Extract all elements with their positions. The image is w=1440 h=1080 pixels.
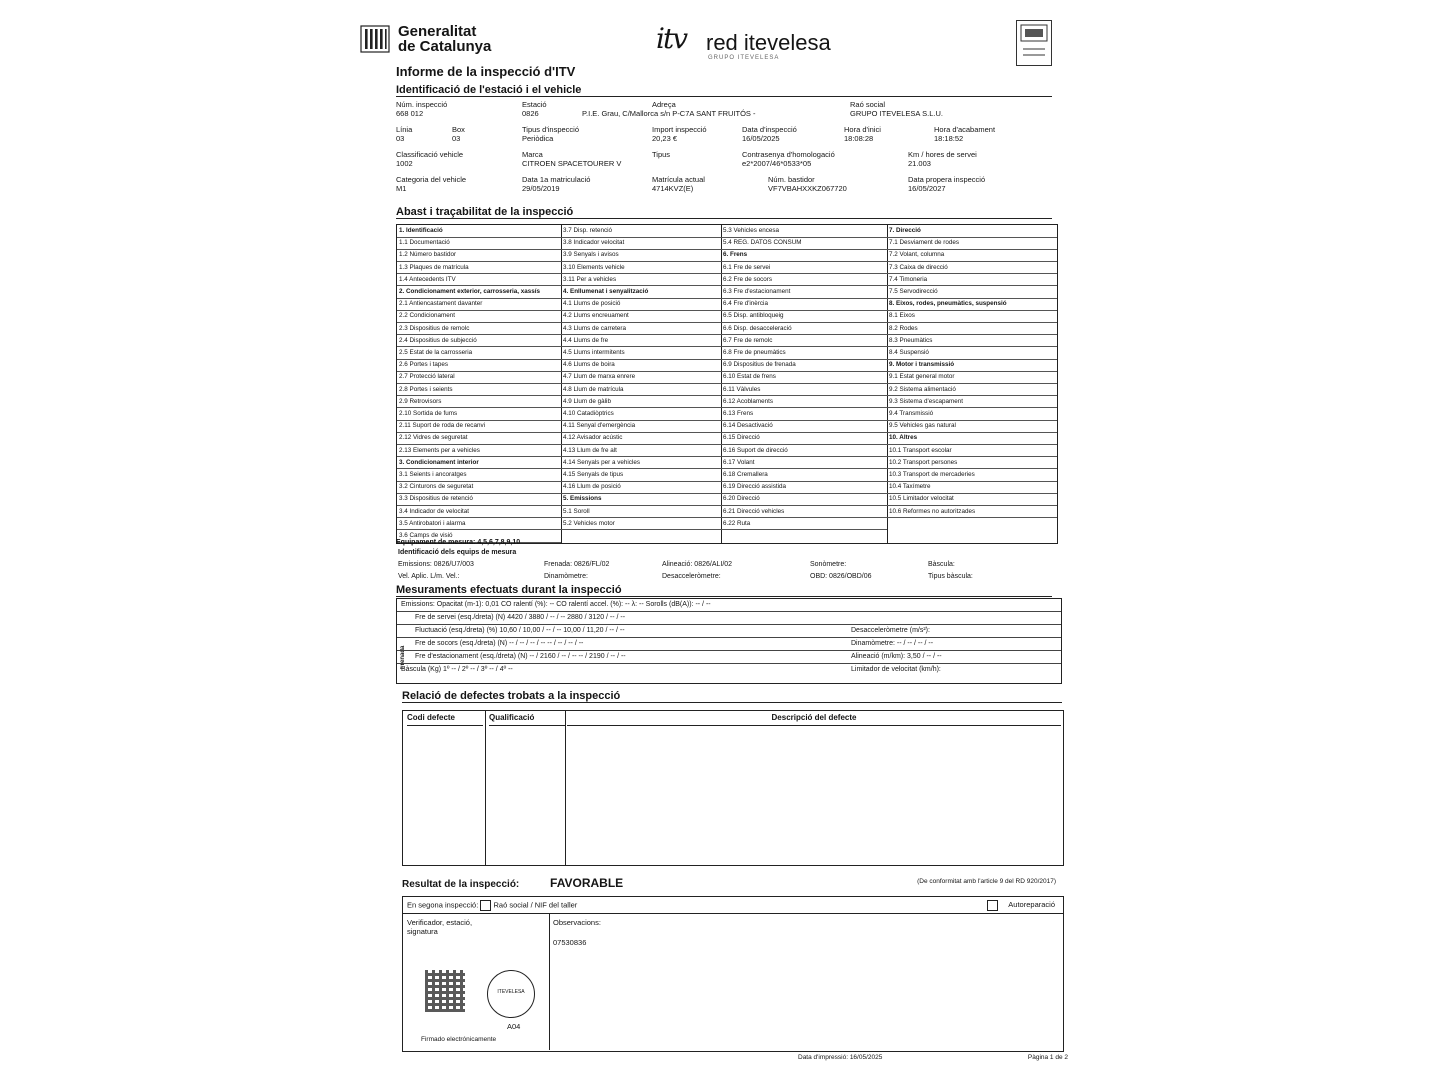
scope-item: 6.17 Volant: [721, 457, 887, 470]
scope-item: 4.12 Avisador acústic: [561, 432, 721, 445]
scope-item: 1.3 Plaques de matrícula: [397, 262, 561, 275]
scope-item: 3.10 Elements vehicle: [561, 262, 721, 275]
scope-item: 2.8 Portes i seients: [397, 384, 561, 397]
equip-tipus-bascula: Tipus bàscula:: [928, 573, 973, 580]
report-title: Informe de la inspecció d'ITV: [396, 64, 576, 79]
scope-item: 9. Motor i transmissió: [887, 359, 1057, 372]
scope-item: 7. Direcció: [887, 225, 1057, 238]
rao-social-label: Raó social / NIF del taller: [493, 900, 578, 910]
scope-item: 6.3 Fre d'estacionament: [721, 286, 887, 299]
scope-item: 10.1 Transport escolar: [887, 445, 1057, 458]
inspection-report: [358, 14, 1066, 1068]
field-classificacio: Classificació vehicle 1002: [396, 150, 464, 168]
scope-item: 6.4 Fre d'inèrcia: [721, 298, 887, 311]
scope-item: 8.2 Rodes: [887, 323, 1057, 336]
meas-fre-servei: Fre de servei (esq./dreta) (N) 4420 / 3880 / -- / -- 2880 / 3120 / -- / --: [397, 612, 1061, 625]
rao-social-checkbox[interactable]: [480, 900, 491, 911]
scope-item: 6.12 Acoblaments: [721, 396, 887, 409]
scope-item: 9.2 Sistema alimentació: [887, 384, 1057, 397]
equip-sonometre: Sonòmetre:: [810, 561, 847, 568]
section-abast: Abast i traçabilitat de la inspecció: [396, 206, 1052, 219]
equip-frenada: Frenada: 0826/FL/02: [544, 561, 610, 568]
equip-emissions: Emissions: 0826/U7/003: [398, 561, 474, 568]
scope-item: 9.1 Estat general motor: [887, 371, 1057, 384]
scope-item: 6.2 Fre de socors: [721, 274, 887, 287]
defects-col-codi: [403, 711, 486, 865]
meas-fre-socors: Fre de socors (esq./dreta) (N) -- / -- / -- / -- -- / -- / -- / -- Dinamòmetre: -- / -- / -- / --: [397, 638, 1061, 651]
autoreparacio-checkbox[interactable]: [987, 900, 998, 911]
scope-item: 1.1 Documentació: [397, 237, 561, 250]
scope-item: 4.16 Llum de posició: [561, 481, 721, 494]
scope-item: 6.11 Vàlvules: [721, 384, 887, 397]
scope-item: 6.10 Estat de frens: [721, 371, 887, 384]
field-rao-social: Raó social GRUPO ITEVELESA S.L.U.: [850, 100, 943, 118]
field-matricula: Matrícula actual 4714KVZ(E): [652, 175, 705, 193]
qr-code-icon: [425, 970, 465, 1012]
itv-mark: itv: [656, 22, 687, 55]
defects-header-codi: Codi defecte: [407, 711, 483, 726]
frenada-label: Frenada: [400, 645, 406, 669]
segona-inspeccio-label: En segona inspecció:: [407, 900, 479, 910]
defects-table: [402, 710, 1064, 866]
field-linia: Línia 03: [396, 125, 413, 143]
itevelesa-stamp-icon: ITEVELESA: [487, 970, 535, 1018]
field-km: Km / hores de servei 21.003: [908, 150, 977, 168]
autoreparacio-label: Autoreparació: [1008, 900, 1055, 910]
scope-item: 4.2 Llums encreuament: [561, 310, 721, 323]
scope-item: 6.5 Disp. antibloqueig: [721, 310, 887, 323]
scope-item: 6.1 Fre de servei: [721, 262, 887, 275]
scope-item: 8.1 Eixos: [887, 310, 1057, 323]
scope-item: 6. Frens: [721, 249, 887, 262]
observacions-cell: [549, 913, 1063, 1050]
scope-item: 10.4 Taxímetre: [887, 481, 1057, 494]
print-date: Data d'impressió: 16/05/2025: [798, 1054, 883, 1061]
meas-emissions: Emissions: Opacitat (m-1): 0,01 CO ralentí (%): -- CO ralentí accel. (%): -- λ: -- Sorolls (dB(A)): -- / --: [397, 599, 1061, 612]
inspection-result: [402, 876, 1062, 890]
scope-item: 9.5 Vehicles gas natural: [887, 420, 1057, 433]
section-station-vehicle: Identificació de l'estació i el vehicle: [396, 84, 1052, 97]
field-marca: Marca CITROEN SPACETOURER V: [522, 150, 622, 168]
scope-item: 3.8 Indicador velocitat: [561, 237, 721, 250]
scope-item: 6.20 Direcció: [721, 493, 887, 506]
scope-item: 4.5 Llums intermitents: [561, 347, 721, 360]
field-hora-inici: Hora d'inici 18:08:28: [844, 125, 881, 143]
scope-item: 3.6 Camps de visió: [397, 530, 561, 543]
field-categoria: Categoria del vehicle M1: [396, 175, 467, 193]
field-bastidor: Núm. bastidor VF7VBAHXXKZ067720: [768, 175, 847, 193]
equip-alineacio: Alineació: 0826/ALI/02: [662, 561, 733, 568]
scope-item: 3.9 Senyals i avisos: [561, 249, 721, 262]
scope-item: 3.4 Indicador de velocitat: [397, 506, 561, 519]
scope-item: 3.7 Disp. retenció: [561, 225, 721, 238]
page-footer: [798, 1054, 1068, 1061]
defects-col-qualificacio: [485, 711, 566, 865]
field-adreca: Adreça P.I.E. Grau, C/Mallorca s/n P-C7A SANT FRUITÓS -: [582, 100, 756, 118]
segona-inspeccio-row: [407, 900, 577, 911]
scope-item: 3.2 Cinturons de seguretat: [397, 481, 561, 494]
red-itevelesa-name: red itevelesa: [706, 30, 831, 55]
equip-title: Identificació dels equips de mesura: [398, 549, 517, 556]
scope-item: 4.13 Llum de fre alt: [561, 445, 721, 458]
scope-item: 8. Eixos, rodes, pneumàtics, suspensió: [887, 298, 1057, 311]
scope-item: 10.6 Reformes no autoritzades: [887, 506, 1057, 519]
scope-item: 3.11 Per a vehicles: [561, 274, 721, 287]
inspection-scope-grid: [396, 224, 1058, 544]
field-contrasenya: Contrasenya d'homologació e2*2007/46*0533*05: [742, 150, 835, 168]
red-itevelesa-tagline: GRUPO ITEVELESA: [708, 55, 780, 61]
field-tipus-inspeccio: Tipus d'inspecció Periòdica: [522, 125, 580, 143]
scope-item: 5.3 Vehicles encesa: [721, 225, 887, 238]
signature-box: [402, 896, 1064, 1052]
scope-column-2: [561, 225, 722, 543]
scope-item: 2.12 Vidres de seguretat: [397, 432, 561, 445]
verificador-cell: [403, 913, 550, 1050]
measurements-table: [396, 598, 1062, 684]
scope-item: 4.9 Llum de gàlib: [561, 396, 721, 409]
field-num-inspeccio: Núm. inspecció 668 012: [396, 100, 448, 118]
scope-item: 1.4 Antecedents ITV: [397, 274, 561, 287]
scope-item: 8.3 Pneumàtics: [887, 335, 1057, 348]
itv-badge-icon: [1016, 20, 1052, 66]
section-mesuraments: Mesuraments efectuats durant la inspecció: [396, 584, 1052, 597]
scope-item: 6.22 Ruta: [721, 518, 887, 531]
scope-item: 6.19 Direcció assistida: [721, 481, 887, 494]
scope-item: 3.5 Antirobatori i alarma: [397, 518, 561, 531]
scope-item: 2.13 Elements per a vehicles: [397, 445, 561, 458]
scope-item: 7.5 Servodirecció: [887, 286, 1057, 299]
scope-item: 4.14 Senyals per a vehicles: [561, 457, 721, 470]
scope-item: 8.4 Suspensió: [887, 347, 1057, 360]
scope-item: 3.3 Dispositius de retenció: [397, 493, 561, 506]
section-defectes: Relació de defectes trobats a la inspecció: [402, 690, 1062, 703]
scope-item: 2.3 Dispositius de remolc: [397, 323, 561, 336]
result-value: FAVORABLE: [550, 876, 624, 890]
result-label: Resultat de la inspecció:: [402, 879, 520, 890]
scope-item: 10.3 Transport de mercaderies: [887, 469, 1057, 482]
scope-item: 6.13 Frens: [721, 408, 887, 421]
firmado-label: Firmado electrónicamente: [421, 1036, 497, 1043]
equip-desacc: Desacceleròmetre:: [662, 573, 721, 580]
field-hora-acabament: Hora d'acabament 18:18:52: [934, 125, 996, 143]
field-propera-inspeccio: Data propera inspecció 16/05/2027: [908, 175, 986, 193]
scope-item: 6.6 Disp. desacceleració: [721, 323, 887, 336]
scope-item: 5.4 REG. DATOS CONSUM: [721, 237, 887, 250]
observacions-value: 07530836: [553, 938, 587, 947]
scope-item: 1.2 Número bastidor: [397, 249, 561, 262]
field-tipus: Tipus: [652, 150, 671, 159]
scope-item: 6.8 Fre de pneumàtics: [721, 347, 887, 360]
scope-item: 4.4 Llums de fre: [561, 335, 721, 348]
scope-item: 2. Condicionament exterior, carrosseria, xassís: [397, 286, 561, 299]
page-number: Pàgina 1 de 2: [1027, 1054, 1068, 1061]
scope-item: 7.3 Caixa de direcció: [887, 262, 1057, 275]
verificacio-label: Equipament de mesura: 4,5,6,7,8,9,10: [396, 539, 521, 546]
scope-item: 7.2 Volant, columna: [887, 249, 1057, 262]
field-data-inspeccio: Data d'inspecció 16/05/2025: [742, 125, 797, 143]
scope-column-3: [721, 225, 888, 543]
defects-header-qualificacio: Qualificació: [489, 711, 565, 726]
scope-item: 6.18 Cremallera: [721, 469, 887, 482]
scope-item: 4. Enllumenat i senyalització: [561, 286, 721, 299]
observacions-label: Observacions:: [553, 918, 601, 927]
scope-item: 4.7 Llum de marxa enrere: [561, 371, 721, 384]
scope-item: 2.7 Protecció lateral: [397, 371, 561, 384]
verificador-code: A04: [507, 1022, 521, 1031]
field-data-1a-matriculacio: Data 1a matriculació 29/05/2019: [522, 175, 591, 193]
scope-item: 2.10 Sortida de fums: [397, 408, 561, 421]
equip-velocitat: Vel. Aplic. L/m. Vel.:: [398, 573, 460, 580]
result-note: (De conformitat amb l'article 9 del RD 920/2017): [917, 878, 1056, 885]
scope-item: 3.1 Seients i ancoratges: [397, 469, 561, 482]
scope-item: 2.11 Suport de roda de recanvi: [397, 420, 561, 433]
scope-item: 6.15 Direcció: [721, 432, 887, 445]
scope-item: 4.10 Catadiòptrics: [561, 408, 721, 421]
field-import: Import inspecció 20,23 €: [652, 125, 707, 143]
scope-item: 2.6 Portes i tapes: [397, 359, 561, 372]
scope-item: 1. Identificació: [397, 225, 561, 238]
equip-obd: OBD: 0826/OBD/06: [810, 573, 872, 580]
scope-item: 4.11 Senyal d'emergència: [561, 420, 721, 433]
scope-item: 6.7 Fre de remolc: [721, 335, 887, 348]
generalitat-logo-icon: [360, 24, 390, 54]
scope-item: 4.3 Llums de carretera: [561, 323, 721, 336]
scope-item: 10.2 Transport persones: [887, 457, 1057, 470]
meas-bascula: Bàscula (Kg) 1º -- / 2º -- / 3º -- / 4º -- Limitador de velocitat (km/h):: [401, 666, 941, 673]
scope-item: 10.5 Limitador velocitat: [887, 493, 1057, 506]
verificador-label: Verificador, estació, signatura: [407, 918, 473, 936]
scope-item: 4.1 Llums de posició: [561, 298, 721, 311]
scope-item: 7.1 Desviament de rodes: [887, 237, 1057, 250]
scope-item: 2.1 Antiencastament davanter: [397, 298, 561, 311]
scope-item: 9.3 Sistema d'escapament: [887, 396, 1057, 409]
scope-column-1: [397, 225, 562, 543]
scope-item: 5. Emissions: [561, 493, 721, 506]
scope-item: 2.2 Condicionament: [397, 310, 561, 323]
meas-fluctuacio: Fluctuació (esq./dreta) (%) 10,60 / 10,00 / -- / -- 10,00 / 11,20 / -- / -- Desacceleròmetre (m/s²):: [397, 625, 1061, 638]
scope-item: 3. Condicionament interior: [397, 457, 561, 470]
scope-item: 10. Altres: [887, 432, 1057, 445]
scope-item: 2.9 Retrovisors: [397, 396, 561, 409]
scope-item: 6.14 Desactivació: [721, 420, 887, 433]
scope-item: 4.15 Senyals de tipus: [561, 469, 721, 482]
scope-item: 5.2 Vehicles motor: [561, 518, 721, 531]
scope-item: 2.4 Dispositius de subjecció: [397, 335, 561, 348]
scope-item: 6.16 Suport de direcció: [721, 445, 887, 458]
equip-dinamometre: Dinamòmetre:: [544, 573, 588, 580]
scope-item: 4.6 Llums de boira: [561, 359, 721, 372]
scope-item: 7.4 Timoneria: [887, 274, 1057, 287]
red-itevelesa-logo: [628, 22, 858, 62]
scope-item: 4.8 Llum de matrícula: [561, 384, 721, 397]
field-box: Box 03: [452, 125, 465, 143]
defects-header-descripcio: Descripció del defecte: [567, 711, 1061, 726]
scope-item: 2.5 Estat de la carrosseria: [397, 347, 561, 360]
generalitat-name: Generalitat de Catalunya: [398, 23, 492, 55]
autoreparacio-row: [987, 900, 1055, 911]
vehicle-info: [396, 100, 1052, 200]
scope-item: 6.21 Direcció vehicles: [721, 506, 887, 519]
scope-column-4: [887, 225, 1057, 543]
scope-item: 5.1 Soroll: [561, 506, 721, 519]
scope-item: 6.9 Dispositius de frenada: [721, 359, 887, 372]
field-estacio: Estació 0826: [522, 100, 547, 118]
equip-bascula: Bàscula:: [928, 561, 955, 568]
scope-item: 9.4 Transmissió: [887, 408, 1057, 421]
meas-fre-estacionament: Fre d'estacionament (esq./dreta) (N) -- / 2160 / -- / -- -- / 2190 / -- / -- Alineació (m/km): 3,50 / -- / --: [397, 651, 1061, 664]
